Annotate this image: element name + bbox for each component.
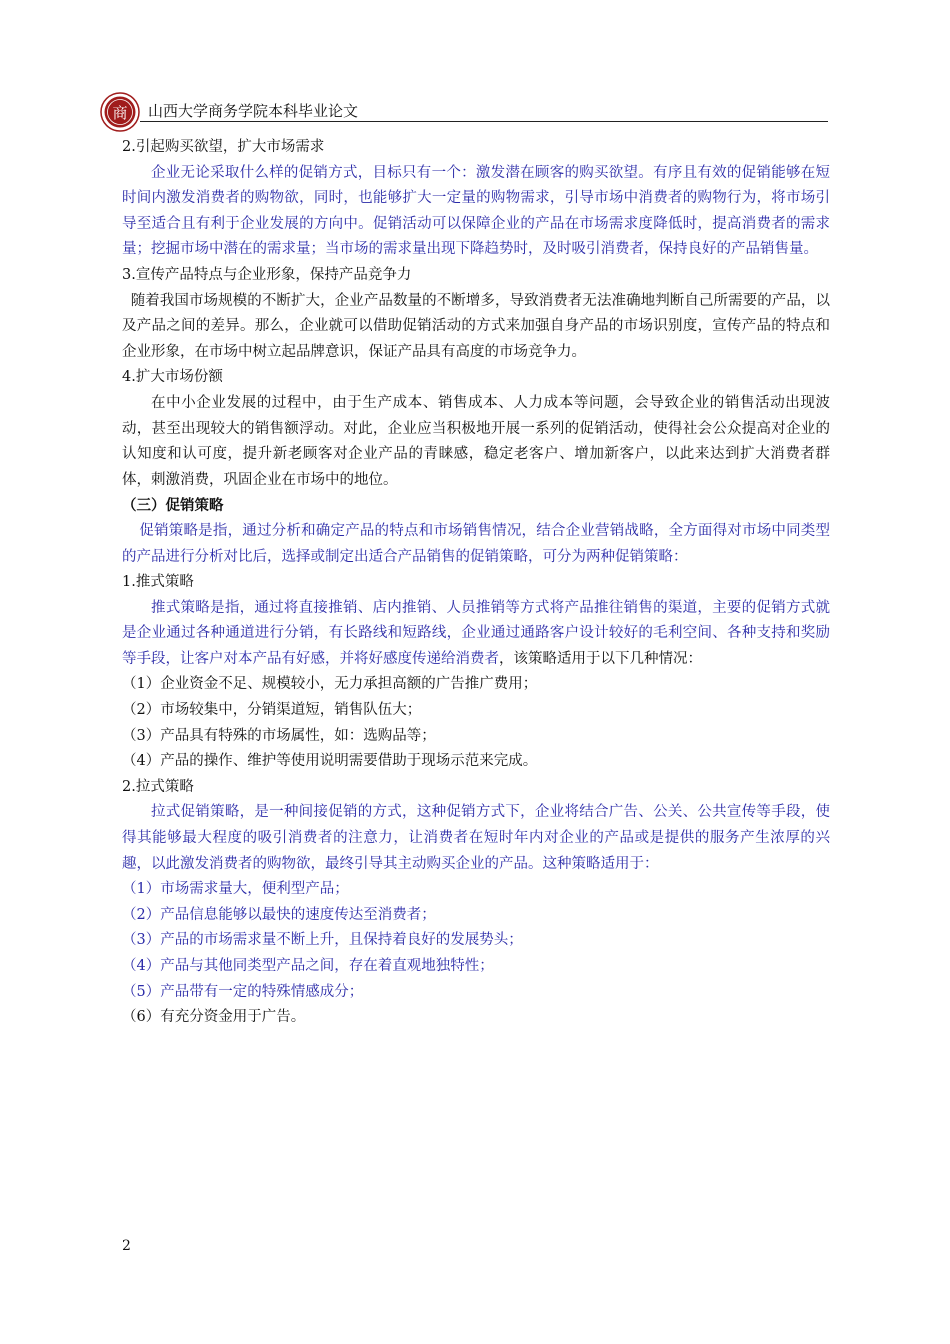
section-title-strategy: （三）促销策略 xyxy=(122,497,224,515)
paragraph-strategy: 促销策略是指，通过分析和确定产品的特点和市场销售情况，结合企业营销战略，全方面得对市场中同类型的产品进行分析对比后，选择或制定出适合产品销售的促销策略，可分为两种促销策略： xyxy=(122,522,830,565)
push-text-part-1: 推式策略是指，通过将直接推销、店内推销、人员推销等方式将产品推往销售的渠道，主要的促销方式就是企业通过各种通道进行分销，有长路线和短路线，企业通过通路客户设计较好的毛利空间、各种支持和奖励等手段，让客户对本产品有好感， xyxy=(122,599,830,667)
list-item: （3）产品的市场需求量不断上升，且保持着良好的发展势头； xyxy=(122,932,523,949)
heading-arouse-desire: 2.引起购买欲望，扩大市场需求 xyxy=(122,139,325,155)
paragraph-promote-image: 随着我国市场规模的不断扩大，企业产品数量的不断增多，导致消费者无法准确地判断自己所需要的产品，以及产品之间的差异。那么，企业就可以借助促销活动的方式来加强自身产品的市场识别度，宣传产品的特点和企业形象，在市场中树立起品牌意识，保证产品具有高度的市场竞争力。 xyxy=(122,292,830,360)
paragraph-push-strategy xyxy=(122,596,830,673)
header-title: 山西大学商务学院本科毕业论文 xyxy=(148,102,359,120)
push-text-part-3: ，该策略适用于以下几种情况： xyxy=(499,650,702,667)
paragraph-expand-share: 在中小企业发展的过程中，由于生产成本、销售成本、人力成本等问题，会导致企业的销售活动出现波动，甚至出现较大的销售额浮动。对此，企业应当积极地开展一系列的促销活动，使得社会公众提高对企业的认知度和认可度，提升新老顾客对企业产品的青睐感，稳定老客户、增加新客户，以此来达到扩大消费者群体，刺激消费，巩固企业在市场中的地位。 xyxy=(122,394,830,488)
push-text-part-2: 并将好感度传递给消费者 xyxy=(339,650,499,667)
list-item: （2）市场较集中，分销渠道短，销售队伍大； xyxy=(122,702,422,719)
document-body xyxy=(122,135,830,1031)
university-seal-icon xyxy=(100,92,140,132)
heading-push-strategy: 1.推式策略 xyxy=(122,574,194,591)
heading-expand-share: 4.扩大市场份额 xyxy=(122,369,223,386)
heading-promote-image: 3.宣传产品特点与企业形象，保持产品竞争力 xyxy=(122,266,412,283)
paragraph-arouse-desire: 企业无论采取什么样的促销方式，目标只有一个：激发潜在顾客的购买欲望。有序且有效的促销能够在短时间内激发消费者的购物欲，同时，也能够扩大一定量的购物需求，引导市场中消费者的购物行为，将市场引导至适合且有利于企业发展的方向中。促销活动可以保障企业的产品在市场需求度降低时，提高消费者的需求量；挖掘市场中潜在的需求量；当市场的需求量出现下降趋势时，及时吸引消费者，保持良好的产品销售量。 xyxy=(122,164,830,258)
list-item: （4）产品的操作、维护等使用说明需要借助于现场示范来完成。 xyxy=(122,753,538,770)
list-item: （1）市场需求量大，便利型产品； xyxy=(122,881,349,898)
page-header xyxy=(100,92,828,132)
seal-character: 商 xyxy=(112,104,128,122)
heading-pull-strategy: 2.拉式策略 xyxy=(122,778,194,795)
header-divider xyxy=(140,121,828,122)
page-number: 2 xyxy=(122,1238,131,1254)
list-item: （3）产品具有特殊的市场属性，如：选购品等； xyxy=(122,727,436,744)
list-item: （2）产品信息能够以最快的速度传达至消费者； xyxy=(122,906,436,923)
list-item: （1）企业资金不足、规模较小，无力承担高额的广告推广费用； xyxy=(122,676,538,693)
paragraph-pull-strategy: 拉式促销策略，是一种间接促销的方式，这种促销方式下，企业将结合广告、公关、公共宣传等手段，使得其能够最大程度的吸引消费者的注意力，让消费者在短时年内对企业的产品或是提供的服务产生浓厚的兴趣，以此激发消费者的购物欲，最终引导其主动购买企业的产品。这种策略适用于： xyxy=(122,804,830,872)
list-item: （6）有充分资金用于广告。 xyxy=(122,1009,306,1026)
list-item: （4）产品与其他同类型产品之间，存在着直观地独特性； xyxy=(122,958,494,974)
list-item: （5）产品带有一定的特殊情感成分； xyxy=(122,983,364,1000)
